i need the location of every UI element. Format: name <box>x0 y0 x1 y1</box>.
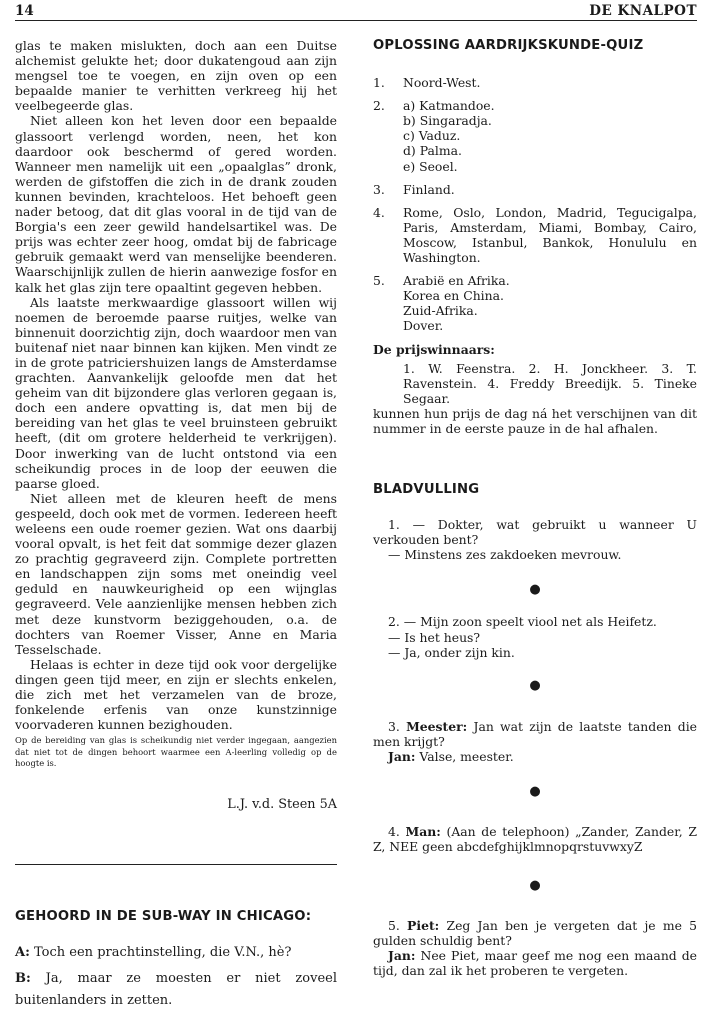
article-paragraph: Niet alleen kon het leven door een bepaalde glassoort verlengd worden, neen, het kon daardoor ook beschermd of gered worden. Wanneer men namelijk uit een „opaalglas” dronk, werden de gifstoffen die zich in de drank zouden kunnen bevinden, krachteloos. Het behoeft geen nader betoog, dat dit glas vooral in de tijd van de Borgia's een zeer gewild handelsartikel was. De prijs was echter zeer hoog, omdat bij de fabricage gebruik gemaakt werd van menselijke beenderen. Waarschijnlijk zullen de hierin aanwezige fosfor en kalk het glas zijn tere opaaltint gegeven hebben. <box>15 113 337 295</box>
speaker: Meester: <box>406 718 468 734</box>
quiz-answer: Korea en China. <box>403 288 504 304</box>
quiz-number: 1. <box>373 75 385 91</box>
speaker: Man: <box>405 824 441 839</box>
joke-number: 3. <box>388 718 400 734</box>
section-title-gehoord: GEHOORD IN DE SUB-WAY IN CHICAGO: <box>15 909 312 925</box>
right-column <box>373 38 697 979</box>
quiz-item <box>373 75 697 90</box>
quiz-answer: d) Palma. <box>403 143 462 159</box>
quiz-item <box>373 273 697 333</box>
quiz-item <box>373 205 697 265</box>
separator-bullet-icon: ● <box>529 677 541 693</box>
prize-text: kunnen hun prijs de dag ná het verschijnen van dit nummer in de eerste pauze in de hal afhalen. <box>373 405 697 436</box>
dialog-line <box>15 968 337 1012</box>
separator-bullet-icon: ● <box>529 582 541 598</box>
quiz-answer: e) Seoel. <box>403 158 458 174</box>
prize-winners: 1. W. Feenstra. 2. H. Jonckheer. 3. T. Ravenstein. 4. Freddy Breedijk. 5. Tineke Segaar. <box>403 360 697 406</box>
quiz-answers <box>373 75 697 333</box>
quiz-answer: Dover. <box>403 318 444 334</box>
joke-line <box>373 824 697 854</box>
separator-bullet-icon: ● <box>529 784 541 799</box>
quiz-answer: Arabië en Afrika. <box>403 273 510 289</box>
quiz-answer: Noord-West. <box>403 75 481 91</box>
joke-text: Nee Piet, maar geef me nog een maand de tijd, dan zal ik het proberen te vergeten. <box>373 948 697 979</box>
separator-bullet-icon: ● <box>529 878 541 894</box>
joke-number: 4. <box>388 824 400 839</box>
page-header <box>15 2 697 21</box>
joke-text: (Aan de telephoon) „Zander, Zander, Z Z, NEE geen abcdefghijklmnopqrstuvwxyZ <box>373 824 697 855</box>
quiz-answer: a) Katmandoe. <box>403 98 495 114</box>
joke-3 <box>373 719 697 764</box>
joke-line <box>373 719 697 749</box>
joke-text: Jan wat zijn de laatste tanden die men krijgt? <box>373 718 697 749</box>
speaker: Piet: <box>407 918 440 934</box>
joke-number: 5. <box>388 918 400 934</box>
dialog-line <box>15 944 337 961</box>
quiz-answer: Rome, Oslo, London, Madrid, Tegucigalpa, Paris, Amsterdam, Miami, Bombay, Cairo, Moscow, Istanbul, Bankok, Honululu en Washington. <box>403 204 697 266</box>
signature: L.J. v.d. Steen 5A <box>227 797 337 813</box>
joke-4 <box>373 824 697 854</box>
quiz-number: 4. <box>373 204 385 220</box>
quiz-item <box>373 98 697 173</box>
left-column <box>15 38 337 1019</box>
joke-line: — Is het heus? <box>388 629 481 645</box>
article-paragraph: Als laatste merkwaardige glassoort willen wij noemen de beroemde paarse ruitjes, welke van binnenuit doorzichtig zijn, doch waardoor men van buitenaf niet naar binnen kan kijken. Men vindt ze in de grote patriciershuizen langs de Amsterdamse grachten. Aanvankelijk geloofde men dat het geheim van dit bijzondere glas verloren gegaan is, doch een andere opvatting is, dat men bij de bereiding van het glas te veel bruinsteen gebruikt heeft, (dit om grotere helderheid te verkrijgen). Door inwerking van de lucht ontstond via een scheikundig proces in de loop der eeuwen die paarse gloed. <box>15 294 337 491</box>
joke-text: Zeg Jan ben je vergeten dat je me 5 gulden schuldig bent? <box>373 918 697 949</box>
speaker: A: <box>15 945 30 961</box>
joke-line: — Minstens zes zakdoeken mevrouw. <box>388 547 622 563</box>
speaker: Jan: <box>388 948 416 964</box>
divider <box>15 864 337 865</box>
joke-text: Valse, meester. <box>415 748 514 764</box>
magazine-title: DE KNALPOT <box>589 3 697 19</box>
dialog <box>15 944 337 1012</box>
footnote: Op de bereiding van glas is scheikundig niet verder ingegaan, aangezien dat niet tot de dingen behoort waarmee een A-leerling volledig op de hoogte is. <box>15 735 337 768</box>
joke-line <box>373 749 697 764</box>
article-paragraph: glas te maken mislukten, doch aan een Duitse alchemist gelukte het; door dukatengoud aan zijn mengsel toe te voegen, en zijn oven op een bepaalde manier te verhitten verkreeg hij het veelbegeerde glas. <box>15 38 337 114</box>
quiz-answer: Finland. <box>403 181 455 197</box>
quiz-number: 5. <box>373 273 385 289</box>
joke-line: — Ja, onder zijn kin. <box>388 644 515 660</box>
speaker: B: <box>15 971 31 987</box>
page-number: 14 <box>15 3 34 19</box>
joke-line <box>373 948 697 978</box>
quiz-item <box>373 182 697 197</box>
section-title-bladvulling: BLADVULLING <box>373 482 480 498</box>
joke-2 <box>373 614 697 659</box>
quiz-answer: Zuid-Afrika. <box>403 303 478 319</box>
quiz-answer: c) Vaduz. <box>403 128 461 144</box>
joke-line <box>373 918 697 948</box>
joke-5 <box>373 918 697 978</box>
prize-heading: De prijswinnaars: <box>373 341 495 357</box>
article-paragraph: Helaas is echter in deze tijd ook voor dergelijke dingen geen tijd meer, en zijn er slechts enkelen, die zich met het verzamelen van de broze, fonkelende erfenis van onze kunstzinnige voorvaderen kunnen bezighouden. <box>15 656 337 733</box>
dialog-text: Toch een prachtinstelling, die V.N., hè? <box>29 945 292 961</box>
quiz-answer: b) Singaradja. <box>403 113 492 129</box>
joke-line: 2. — Mijn zoon speelt viool net als Heifetz. <box>388 614 657 630</box>
quiz-number: 2. <box>373 98 385 114</box>
joke-line: 1. — Dokter, wat gebruikt u wanneer U verkouden bent? <box>373 517 697 548</box>
joke-1 <box>373 517 697 562</box>
dialog-text: Ja, maar ze moesten er niet zoveel buitenlanders in zetten. <box>15 971 337 1009</box>
section-title-quiz: OPLOSSING AARDRIJKSKUNDE-QUIZ <box>373 38 644 53</box>
article-paragraph: Niet alleen met de kleuren heeft de mens gespeeld, doch ook met de vormen. Iedereen heeft weleens een oude roemer gezien. Wat ons daarbij vooral opvalt, is het feit dat sommige dezer glazen zo prachtig gegraveerd zijn. Complete portretten en landschappen zijn soms met oneindig veel geduld en nauwkeurigheid op een wijnglas gegraveerd. Vele aanzienlijke mensen hebben zich met deze kunstvorm beziggehouden, o.a. de dochters van Roemer Visser, Anne en Maria Tesselschade. <box>15 490 337 657</box>
speaker: Jan: <box>388 748 416 764</box>
quiz-number: 3. <box>373 181 385 197</box>
